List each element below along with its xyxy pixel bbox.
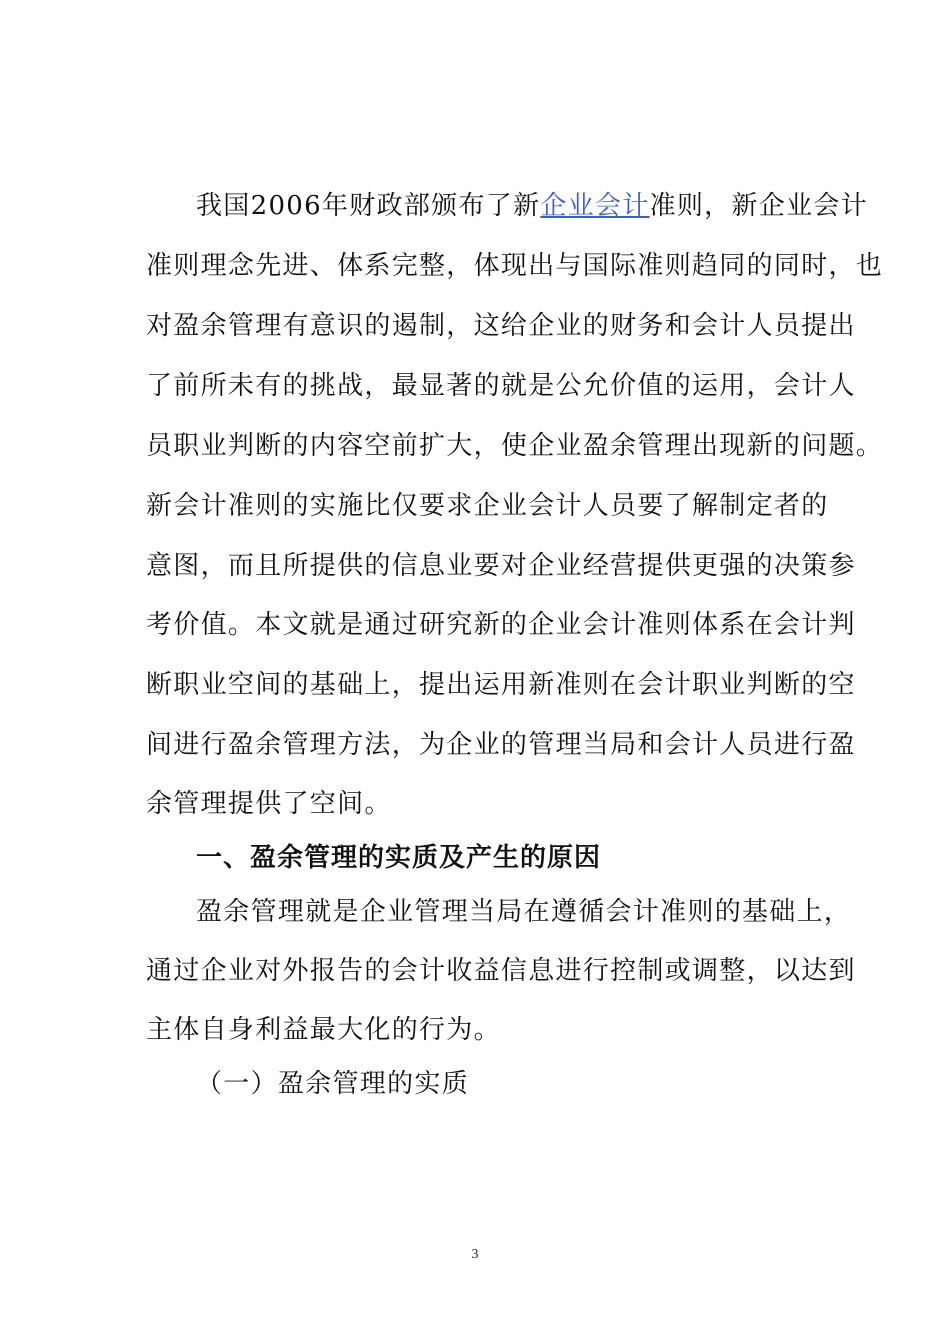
paragraph-1-line-9: 断职业空间的基础上，提出运用新准则在会计职业判断的空 bbox=[146, 670, 856, 700]
enterprise-accounting-link[interactable]: 企业会计 bbox=[540, 191, 650, 221]
paragraph-2-line-2: 通过企业对外报告的会计收益信息进行控制或调整，以达到 bbox=[146, 956, 856, 986]
paragraph-1-line-1 bbox=[196, 191, 868, 221]
subsection-heading: （一）盈余管理的实质 bbox=[196, 1069, 470, 1099]
paragraph-1-line-4: 了前所未有的挑战，最显著的就是公允价值的运用，会计人 bbox=[146, 371, 856, 401]
paragraph-1-line-10: 间进行盈余管理方法，为企业的管理当局和会计人员进行盈 bbox=[146, 730, 856, 760]
section-heading: 一、盈余管理的实质及产生的原因 bbox=[196, 843, 602, 873]
text-run: 我国2006年财政部颁布了新 bbox=[196, 191, 541, 221]
paragraph-2-line-1: 盈余管理就是企业管理当局在遵循会计准则的基础上， bbox=[196, 897, 852, 927]
paragraph-1-line-11: 余管理提供了空间。 bbox=[146, 789, 392, 819]
paragraph-2-line-3: 主体自身利益最大化的行为。 bbox=[146, 1015, 501, 1045]
page-number: 3 bbox=[471, 1247, 479, 1262]
text-run: 准则，新企业会计 bbox=[649, 191, 868, 221]
paragraph-1-line-6: 新会计准则的实施比仅要求企业会计人员要了解制定者的 bbox=[146, 491, 829, 521]
paragraph-1-line-5: 员职业判断的内容空前扩大，使企业盈余管理出现新的问题。 bbox=[146, 431, 884, 461]
paragraph-1-line-2: 准则理念先进、体系完整，体现出与国际准则趋同的同时，也 bbox=[146, 251, 884, 281]
paragraph-1-line-7: 意图，而且所提供的信息业要对企业经营提供更强的决策参 bbox=[146, 551, 856, 581]
paragraph-1-line-8: 考价值。本文就是通过研究新的企业会计准则体系在会计判 bbox=[146, 610, 856, 640]
paragraph-1-line-3: 对盈余管理有意识的遏制，这给企业的财务和会计人员提出 bbox=[146, 311, 856, 341]
